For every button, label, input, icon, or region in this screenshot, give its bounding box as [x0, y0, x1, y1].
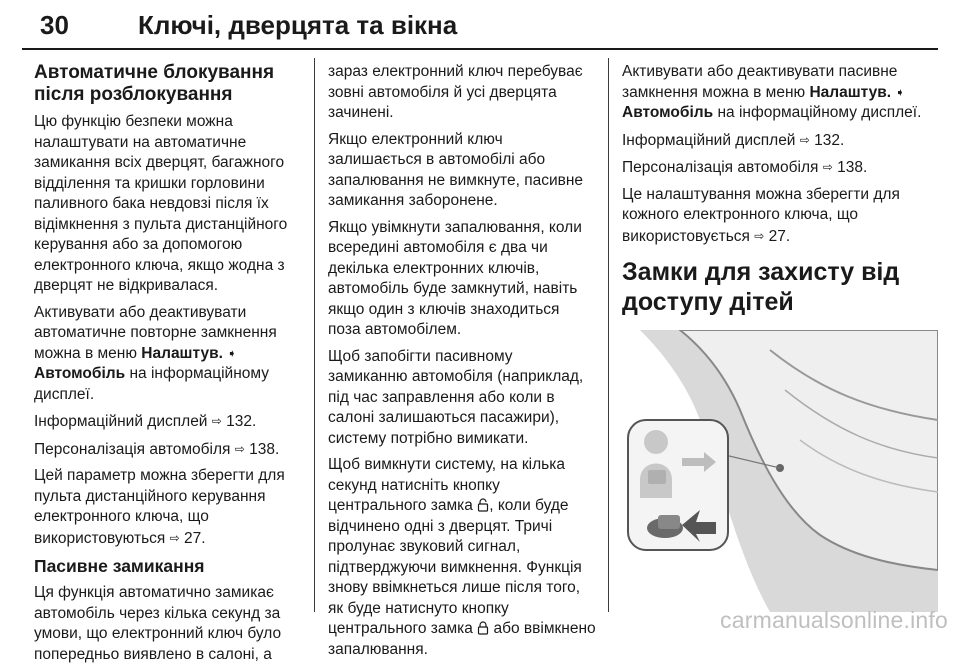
- column-2: [328, 62, 596, 666]
- paragraph: Ця функція автоматично замикає автомобіль через кілька секунд за умови, що електронний ключ було попередньо виявлено в салоні, а: [34, 584, 282, 663]
- paragraph: Щоб запобігти пасивному замиканню автомобіля (наприклад, під час заправлення або коли в салоні залишаються пасажири), систему потрібно вимикати.: [328, 347, 584, 447]
- column-divider: [608, 58, 609, 612]
- menu-path-vehicle: Автомобіль: [622, 104, 714, 121]
- text: на інформаційному дисплеї.: [34, 365, 269, 403]
- paragraph: [622, 185, 938, 248]
- child-head-icon: [644, 430, 668, 454]
- section-heading-child-locks: Замки для захисту від доступу дітей: [622, 258, 900, 316]
- menu-path-settings: Налаштув.: [141, 344, 223, 362]
- xref-arrow-icon: ⇨: [169, 530, 180, 545]
- page-ref[interactable]: 138.: [837, 159, 868, 176]
- text: Інформаційний дисплей: [34, 413, 212, 430]
- page-ref[interactable]: 27.: [768, 227, 791, 245]
- page-ref[interactable]: 138.: [249, 440, 280, 458]
- text: , коли буде відчинено одні з дверцят. Тричі пролунає звуковий сигнал, підтверджуючи вимкнення. Функція знову ввімкнеться лише після того, як буде натиснуто кнопку центрального замка: [328, 497, 582, 637]
- xref-arrow-icon: ⇨: [822, 160, 833, 174]
- menu-arrow-icon: ➧: [227, 347, 237, 360]
- text: Цей параметр можна зберегти для пульта дистанційного керування електронного ключа, що використовуються: [34, 467, 285, 547]
- lock-lever: [658, 515, 680, 529]
- chapter-title: Ключі, дверцята та вікна: [138, 10, 458, 40]
- watermark: carmanualsonline.info: [720, 607, 948, 633]
- text: Інформаційний дисплей: [622, 131, 800, 149]
- xref-arrow-icon: ⇨: [234, 441, 245, 456]
- lock-icon: [477, 621, 489, 635]
- paragraph: [328, 455, 596, 660]
- paragraph: зараз електронний ключ перебуває зовні автомобіля й усі дверцята зачинені.: [328, 63, 583, 121]
- xref-arrow-icon: ⇨: [211, 414, 222, 428]
- text: або ввімкнено запалювання.: [328, 620, 596, 658]
- page-ref[interactable]: 132.: [226, 413, 257, 430]
- header-rule: [22, 48, 938, 50]
- padlock-icon: [648, 470, 666, 484]
- page-ref[interactable]: 132.: [814, 131, 845, 149]
- page-header: [22, 4, 938, 50]
- menu-path-vehicle: Автомобіль: [34, 365, 126, 382]
- xref-arrow-icon: ⇨: [799, 132, 810, 147]
- menu-path-settings: Налаштув.: [809, 83, 892, 101]
- text: Це налаштування можна зберегти для кожного електронного ключа, що використовується: [622, 185, 900, 245]
- text: Активувати або деактивувати пасивне замкнення можна в меню: [622, 63, 898, 101]
- cross-reference: [622, 157, 938, 179]
- paragraph: Цю функцію безпеки можна налаштувати на автоматичне замикання всіх дверцят, багажного відділення та кришки горловини паливного бака невдовзі після їх відімкнення з пульта дистанційного керування або за допомогою електронного ключа, якщо жодна з дверцят не відкривалася.: [34, 113, 288, 294]
- unlock-icon: [477, 498, 489, 512]
- text: на інформаційному дисплеї.: [713, 104, 922, 121]
- text: Щоб вимкнути систему, на кілька секунд натисніть кнопку центрального замка: [328, 456, 565, 514]
- text: Персоналізація автомобіля: [34, 440, 235, 458]
- paragraph: Якщо електронний ключ залишається в автомобілі або запалювання не вимкнуте, пасивне замикання заборонене.: [328, 130, 584, 209]
- menu-arrow-icon: ➧: [895, 86, 905, 99]
- paragraph: [34, 303, 302, 406]
- page-ref[interactable]: 27.: [183, 529, 206, 547]
- cross-reference: [34, 411, 302, 433]
- cross-reference: [622, 130, 938, 152]
- paragraph: [34, 466, 302, 549]
- paragraph: [622, 62, 938, 124]
- text: Персоналізація автомобіля: [622, 159, 823, 176]
- column-divider: [314, 58, 315, 612]
- cross-reference: [34, 439, 302, 461]
- xref-arrow-icon: ⇨: [754, 228, 765, 243]
- paragraph: Якщо увімкнути запалювання, коли всередині автомобіля є два чи декілька електронних ключів, автомобіль буде замкнутий, навіть якщо один з ключів знаходиться поза автомобілем.: [328, 218, 582, 338]
- column-3: [622, 62, 938, 329]
- page-number: 30: [40, 10, 69, 40]
- section-heading-passive-lock: Пасивне замикання: [34, 556, 205, 576]
- text: Активувати або деактивувати автоматичне повторне замкнення можна в меню: [34, 303, 277, 362]
- column-1: [34, 62, 302, 671]
- child-lock-illustration: [620, 330, 938, 612]
- section-heading-auto-lock: Автоматичне блокування після розблокування: [34, 62, 275, 105]
